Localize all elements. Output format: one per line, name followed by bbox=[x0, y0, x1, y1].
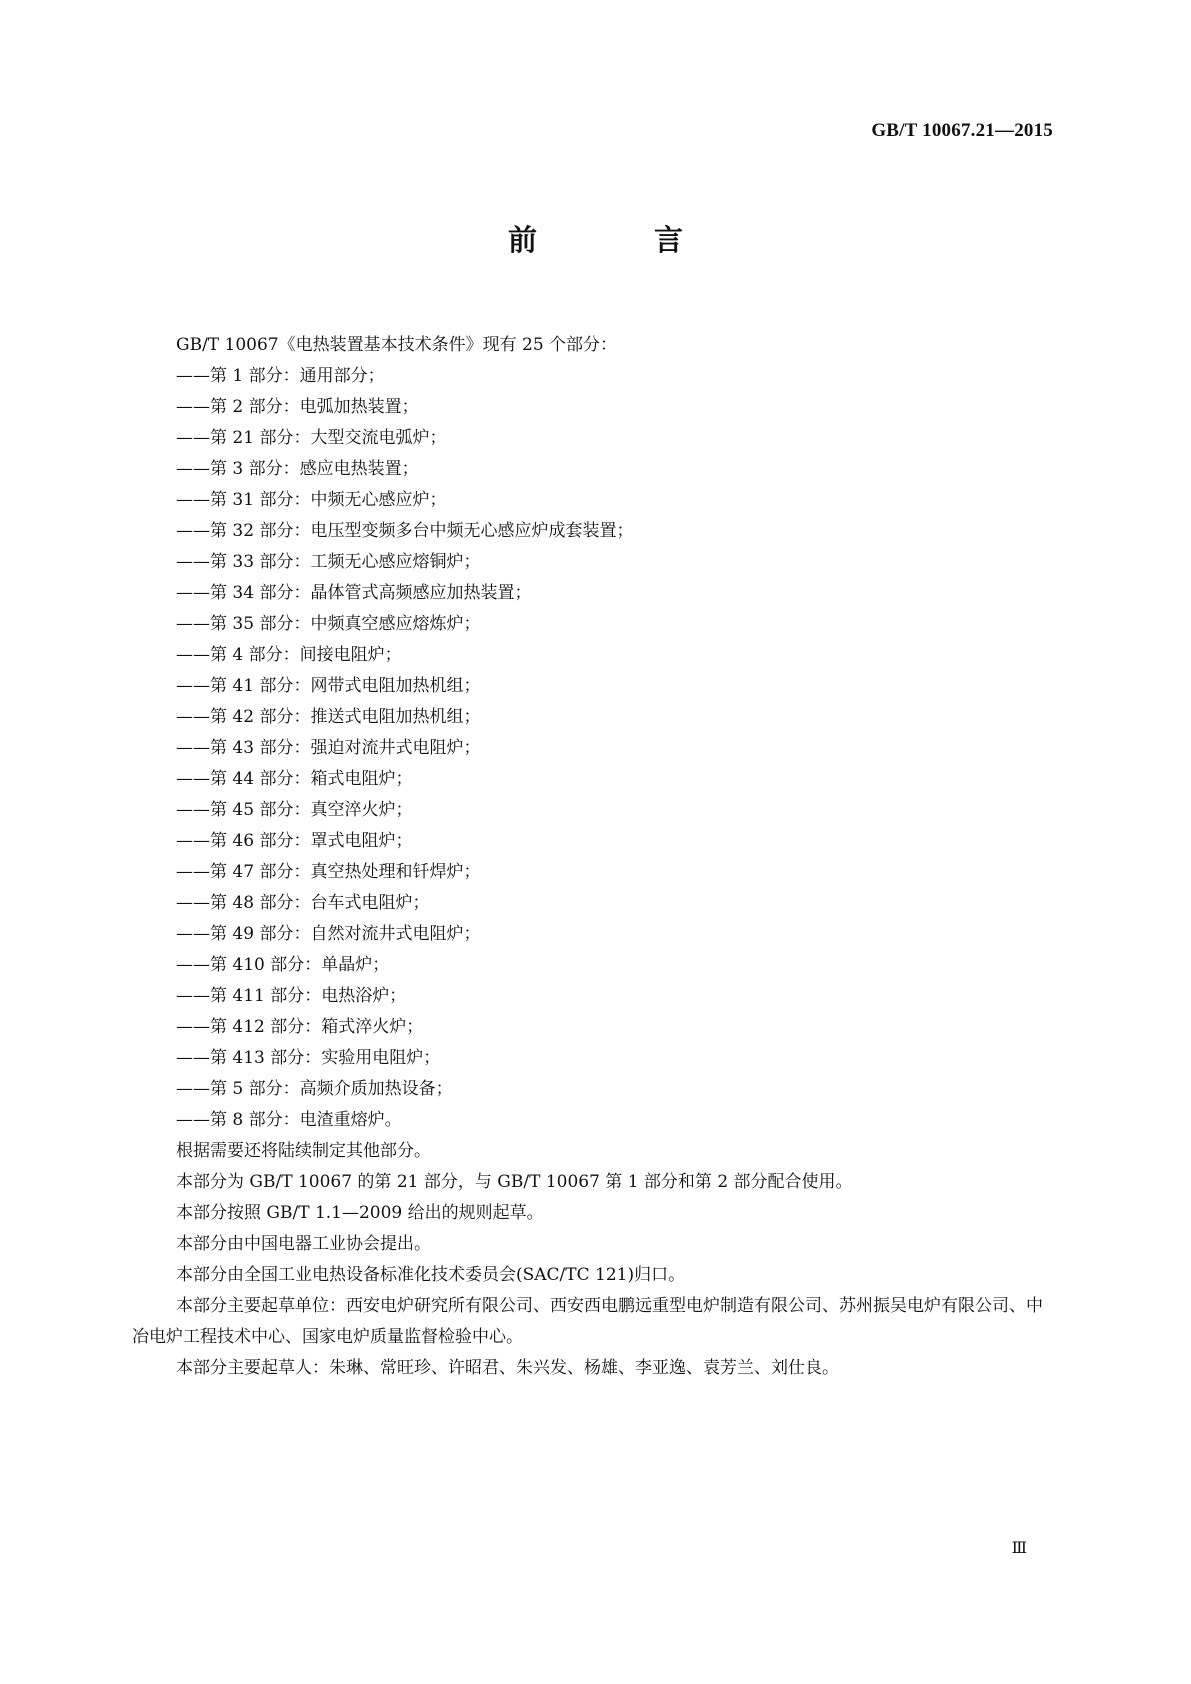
part-item: ——第 42 部分：推送式电阻加热机组； bbox=[176, 707, 481, 727]
part-item: ——第 4 部分：间接电阻炉； bbox=[176, 645, 402, 665]
part-item: ——第 413 部分：实验用电阻炉； bbox=[176, 1048, 441, 1068]
part-item: ——第 33 部分：工频无心感应熔铜炉； bbox=[176, 552, 481, 572]
part-item: ——第 412 部分：箱式淬火炉； bbox=[176, 1017, 424, 1037]
part-item: ——第 34 部分：晶体管式高频感应加热装置； bbox=[176, 583, 532, 603]
part-item: ——第 411 部分：电热浴炉； bbox=[176, 986, 407, 1006]
paragraph-proposer: 本部分由中国电器工业协会提出。 bbox=[176, 1234, 431, 1254]
intro-line: GB/T 10067《电热装置基本技术条件》现有 25 个部分： bbox=[176, 335, 618, 355]
part-item: ——第 44 部分：箱式电阻炉； bbox=[176, 769, 413, 789]
part-item: ——第 8 部分：电渣重熔炉。 bbox=[176, 1110, 402, 1130]
part-item: ——第 1 部分：通用部分； bbox=[176, 366, 385, 386]
part-item: ——第 3 部分：感应电热装置； bbox=[176, 459, 419, 479]
foreword-body bbox=[132, 330, 1056, 1384]
page-title: 前 言 bbox=[507, 223, 727, 257]
part-item: ——第 2 部分：电弧加热装置； bbox=[176, 397, 419, 417]
page-number: Ⅲ bbox=[1011, 1540, 1027, 1557]
paragraph-drafting-rules: 本部分按照 GB/T 1.1—2009 给出的规则起草。 bbox=[176, 1203, 544, 1223]
part-item: ——第 49 部分：自然对流井式电阻炉； bbox=[176, 924, 481, 944]
part-item: ——第 47 部分：真空热处理和钎焊炉； bbox=[176, 862, 481, 882]
standard-number: GB/T 10067.21—2015 bbox=[871, 120, 1053, 141]
part-item: ——第 46 部分：罩式电阻炉； bbox=[176, 831, 413, 851]
paragraph-committee: 本部分由全国工业电热设备标准化技术委员会(SAC/TC 121)归口。 bbox=[176, 1265, 686, 1285]
part-item: ——第 41 部分：网带式电阻加热机组； bbox=[176, 676, 481, 696]
part-item: ——第 410 部分：单晶炉； bbox=[176, 955, 390, 975]
part-item: ——第 45 部分：真空淬火炉； bbox=[176, 800, 413, 820]
paragraph-drafters: 本部分主要起草人：朱琳、常旺珍、许昭君、朱兴发、杨雄、李亚逸、袁芳兰、刘仕良。 bbox=[176, 1358, 839, 1378]
part-item: ——第 43 部分：强迫对流井式电阻炉； bbox=[176, 738, 481, 758]
paragraph-part-relation: 本部分为 GB/T 10067 的第 21 部分，与 GB/T 10067 第 1 部分和第 2 部分配合使用。 bbox=[176, 1172, 853, 1192]
part-item: ——第 31 部分：中频无心感应炉； bbox=[176, 490, 447, 510]
part-item: ——第 5 部分：高频介质加热设备； bbox=[176, 1079, 453, 1099]
part-item: ——第 48 部分：台车式电阻炉； bbox=[176, 893, 430, 913]
part-item: ——第 32 部分：电压型变频多台中频无心感应炉成套装置； bbox=[176, 521, 634, 541]
paragraph-other-parts: 根据需要还将陆续制定其他部分。 bbox=[176, 1141, 431, 1161]
paragraph-drafting-units: 本部分主要起草单位：西安电炉研究所有限公司、西安西电鹏远重型电炉制造有限公司、苏州振吴电炉有限公司、中冶电炉工程技术中心、国家电炉质量监督检验中心。 bbox=[132, 1296, 1043, 1347]
part-item: ——第 35 部分：中频真空感应熔炼炉； bbox=[176, 614, 481, 634]
part-item: ——第 21 部分：大型交流电弧炉； bbox=[176, 428, 447, 448]
